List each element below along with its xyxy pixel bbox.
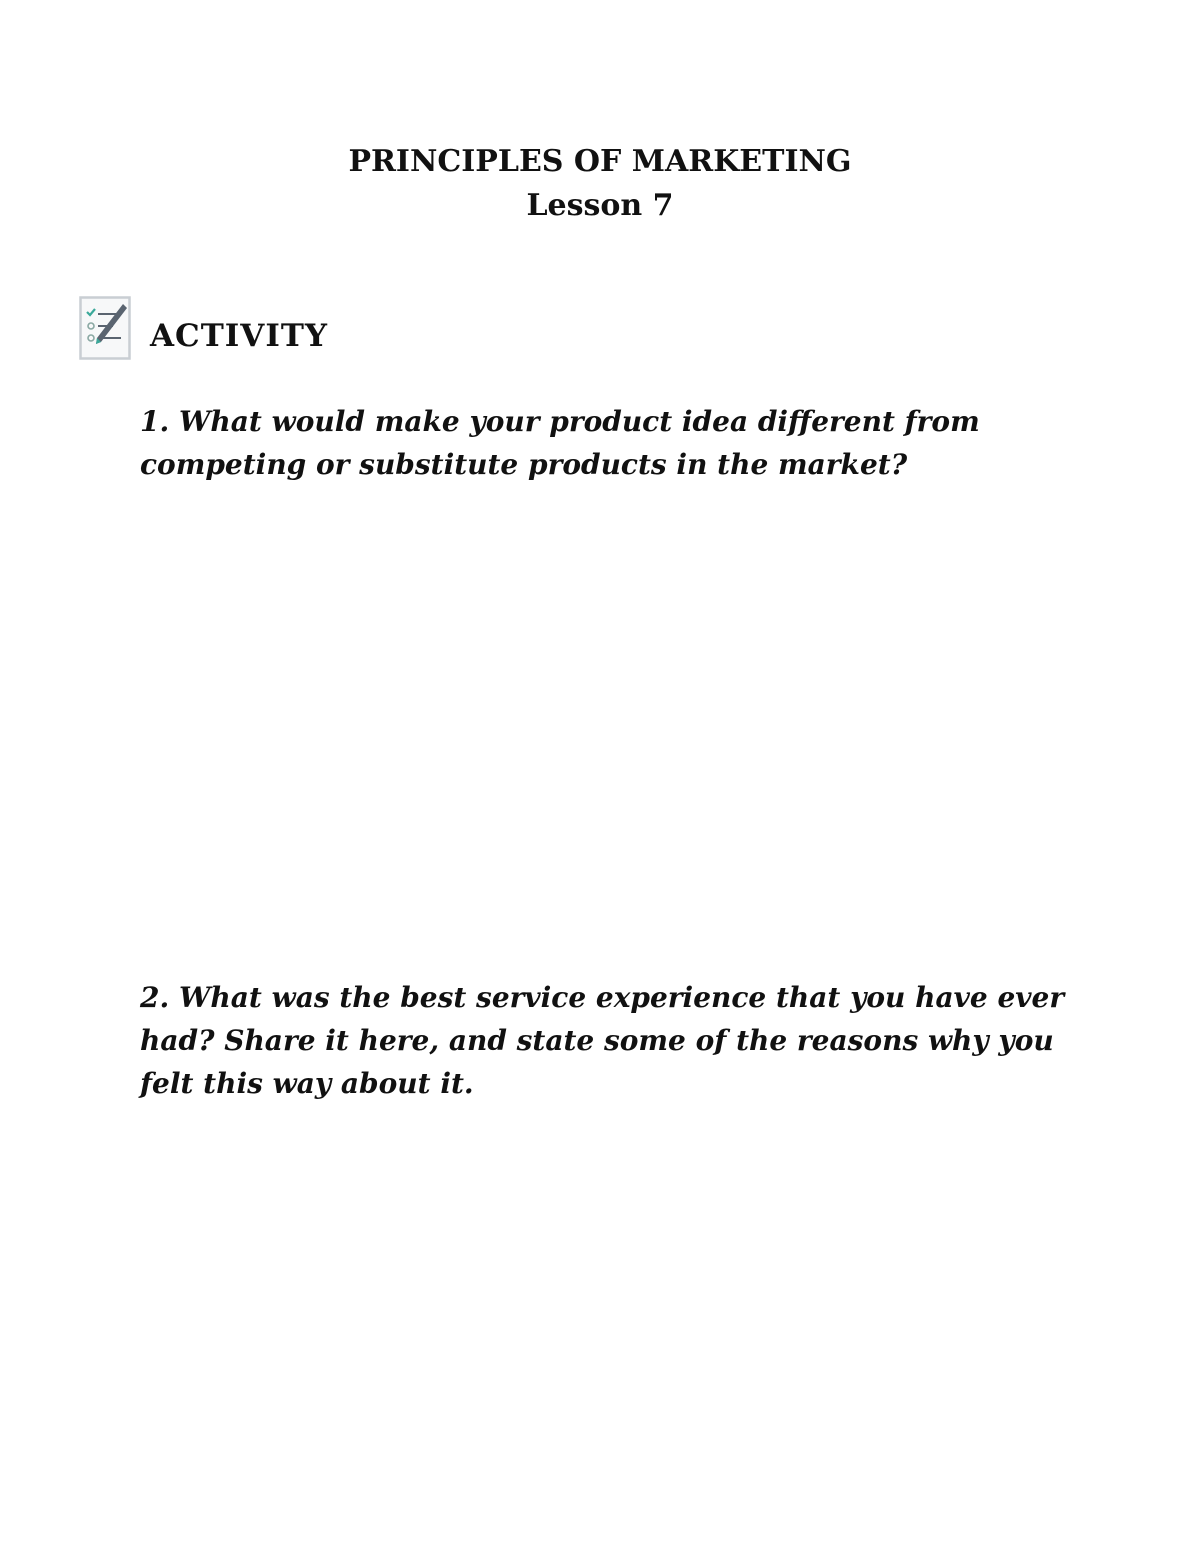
activity-heading: ACTIVITY [150,318,329,354]
question-1: 1. What would make your product idea different from competing or substitute products in the market? [140,405,980,481]
document-title: PRINCIPLES OF MARKETING [348,144,852,179]
question-2: 2. What was the best service experience that you have ever had? Share it here, and state some of the reasons why you felt this way about it. [140,981,1065,1100]
checklist-pen-icon [79,296,131,360]
lesson-number: Lesson 7 [526,188,674,223]
